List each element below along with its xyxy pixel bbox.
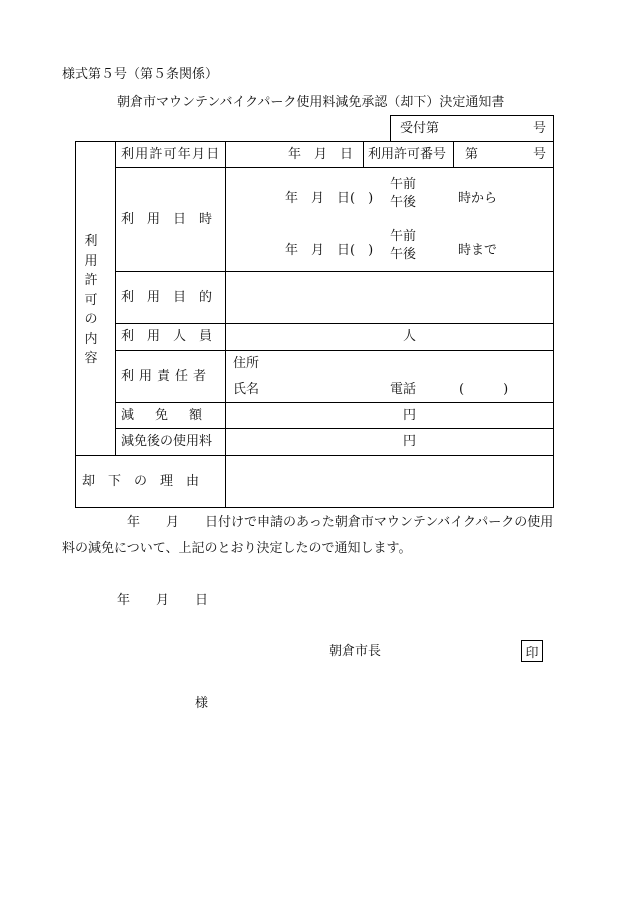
notice-line-1: 年 月 日付けで申請のあった朝倉市マウンテンバイクパークの使用: [127, 515, 554, 530]
am-label-start: 午前: [390, 177, 417, 192]
to-suffix: 時まで: [458, 243, 498, 258]
receipt-suffix: 号: [533, 121, 547, 136]
from-suffix: 時から: [458, 191, 498, 206]
purpose-label: 利 用 目 的: [121, 290, 213, 305]
reject-reason-label: 却 下 の 理 由: [82, 474, 200, 489]
phone-label: 電話: [390, 382, 417, 397]
permit-date-value: 年 月 日: [288, 147, 354, 162]
reduction-label: 減 免 額: [121, 408, 207, 423]
address-label: 住所: [233, 356, 260, 371]
issue-date: 年 月 日: [117, 593, 209, 608]
permit-date-label: 利用許可年月日: [121, 147, 221, 162]
usage-end-date: 年 月 日( ): [285, 243, 374, 258]
section-label-permit-contents: 利 用 許 可 の 内 容: [84, 234, 98, 366]
after-fee-unit: 円: [403, 434, 417, 449]
notice-line-2: 料の減免について、上記のとおり決定したので通知します。: [62, 541, 412, 556]
permit-number-label: 利用許可番号: [368, 147, 447, 162]
permit-number-suffix: 号: [533, 147, 547, 162]
usage-datetime-label: 利 用 日 時: [121, 212, 213, 227]
permit-number-prefix: 第: [465, 147, 479, 162]
responsible-label: 利用責任者: [121, 369, 212, 384]
am-label-end: 午前: [390, 229, 417, 244]
form-number: 様式第５号（第５条関係）: [62, 67, 219, 82]
receipt-label: 受付第: [400, 121, 440, 136]
phone-paren: ( ): [459, 382, 509, 397]
after-fee-label: 減免後の使用料: [121, 434, 213, 449]
usage-start-date: 年 月 日( ): [285, 191, 374, 206]
reduction-unit: 円: [403, 408, 417, 423]
people-unit: 人: [403, 329, 417, 344]
seal-box: [521, 640, 543, 662]
pm-label-end: 午後: [390, 247, 417, 262]
seal-text: 印: [525, 645, 539, 661]
pm-label-start: 午後: [390, 195, 417, 210]
addressee-suffix: 様: [195, 696, 209, 711]
mayor-label: 朝倉市長: [329, 644, 382, 659]
people-label: 利 用 人 員: [121, 329, 213, 344]
document-title: 朝倉市マウンテンバイクパーク使用料減免承認（却下）決定通知書: [117, 95, 505, 110]
name-label: 氏名: [233, 382, 260, 397]
